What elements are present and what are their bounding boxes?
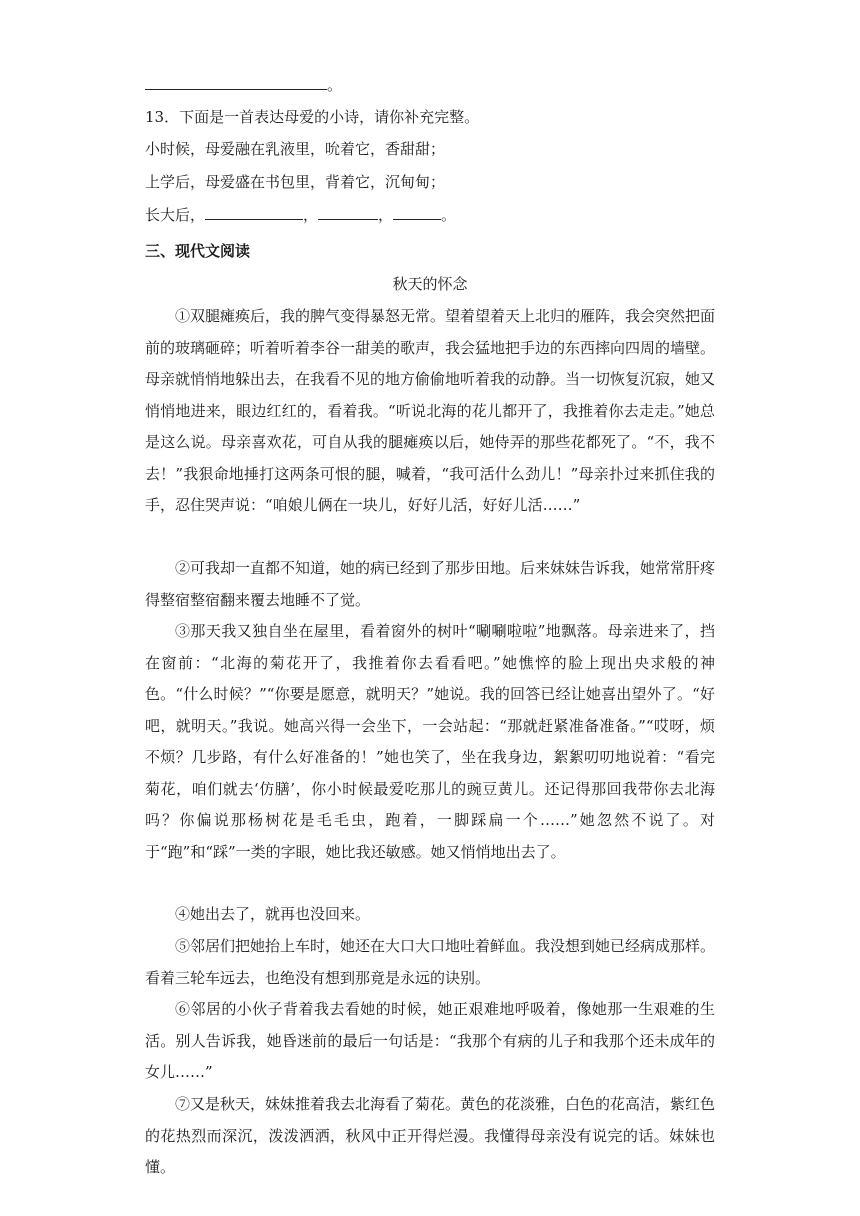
paragraph-7: ⑦又是秋天，妹妹推着我去北海看了菊花。黄色的花淡雅，白色的花高洁，紫红色的花热烈而深沉，泼泼洒洒，秋风中正开得烂漫。我懂得母亲没有说完的话。妹妹也懂。 [145,1095,716,1176]
previous-answer-line [145,75,342,95]
separator: ， [378,206,394,224]
separator: ， [303,206,319,224]
poem-line-2: 上学后，母爱盛在书包里，背着它，沉甸甸； [145,173,446,191]
paragraph-6: ⑥邻居的小伙子背着我去看她的时候，她正艰难地呼吸着，像她那一生艰难的生活。别人告诉我，她昏迷前的最后一句话是：“我那个有病的儿子和我那个还未成年的女儿……” [145,1000,715,1081]
poem-line-1: 小时候，母爱融在乳液里，吮着它，香甜甜； [145,140,446,158]
paragraph-4: ④她出去了，就再也没回来。 [175,905,371,923]
question-13-prompt: 13．下面是一首表达母爱的小诗，请你补充完整。 [145,108,480,126]
end-mark: 。 [327,76,343,94]
paragraph-3: ③那天我又独自坐在屋里，看着窗外的树叶“唰唰啦啦”地飘落。母亲进来了，挡在窗前：“北海的菊花开了，我推着你去看看吧。”她憔悴的脸上现出央求般的神色。“什么时候？”“你要是愿意，就明天？”她说。我的回答已经让她喜出望外了。“好吧，就明天。”我说。她高兴得一会坐下，一会站起：“那就赶紧准备准备。”“哎呀，烦不烦？几步路，有什么好准备的！”她也笑了，坐在我身边，絮絮叨叨地说着：“看完菊花，咱们就去‘仿膳’，你小时候最爱吃那儿的豌豆黄儿。还记得那回我带你去北海吗？你偏说那杨树花是毛毛虫，跑着，一脚踩扁一个……”她忽然不说了。对于“跑”和“踩”一类的字眼，她比我还敏感。她又悄悄地出去了。 [145,622,715,861]
answer-blank-3[interactable] [393,205,441,220]
paragraph-1: ①双腿瘫痪后，我的脾气变得暴怒无常。望着望着天上北归的雁阵，我会突然把面前的玻璃砸碎；听着听着李谷一甜美的歌声，我会猛地把手边的东西摔向四周的墙壁。母亲就悄悄地躲出去，在我看不见的地方偷偷地听着我的动静。当一切恢复沉寂，她又悄悄地进来，眼边红红的，看着我。“听说北海的花儿都开了，我推着你去走走。”她总是这么说。母亲喜欢花，可自从我的腿瘫痪以后，她侍弄的那些花都死了。“不，我不去！”我狠命地捶打这两条可恨的腿，喊着，“我可活什么劲儿！”母亲扑过来抓住我的手，忍住哭声说：“咱娘儿俩在一块儿，好好儿活，好好儿活……” [145,307,716,514]
answer-blank[interactable] [145,75,327,90]
paragraph-2: ②可我却一直都不知道，她的病已经到了那步田地。后来妹妹告诉我，她常常肝疼得整宿整宿翻来覆去地睡不了觉。 [145,559,716,609]
poem-line-3-prefix: 长大后， [145,206,206,224]
section-header: 三、现代文阅读 [145,242,251,260]
poem-line-3 [145,205,456,225]
answer-blank-2[interactable] [318,205,378,220]
end-mark: 。 [441,206,457,224]
answer-blank-1[interactable] [205,205,303,220]
paragraph-5: ⑤邻居们把她抬上车时，她还在大口大口地吐着鲜血。我没想到她已经病成那样。看着三轮车远去，也绝没有想到那竟是永远的诀别。 [145,937,716,987]
essay-title: 秋天的怀念 [392,275,468,293]
